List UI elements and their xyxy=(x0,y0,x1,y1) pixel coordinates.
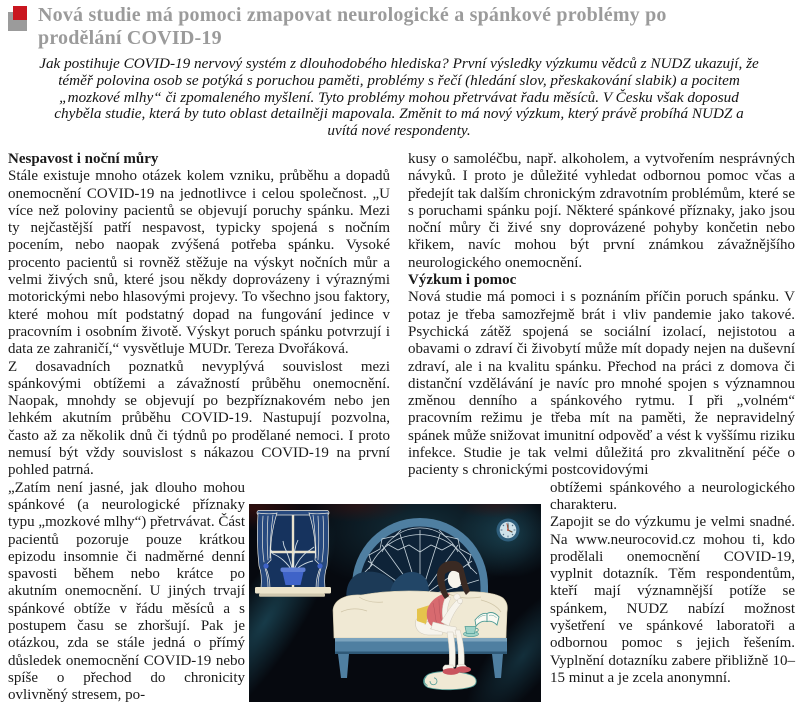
night-bedroom-illustration xyxy=(249,504,541,702)
paragraph-wrapped-around-image: obtížemi spánkového a neurologického charakteru. xyxy=(550,479,795,513)
paragraph: Nová studie má pomoci i s poznáním příčin poruch spánku. V potaz je třeba samozřejmě brát i vliv pandemie jako takové. Psychická zátěž spojená se sociální izolací, nejistotou a obavami o zdraví či živobytí může mít dopady nejen na duševní zdraví, ale i na kvalitu spánku. Přechod na práci z domova či distanční vzdělávání je navíc pro mnohé spojen s významnou změnou denního a spánkového rytmu. I při „volném“ pracovním režimu je třeba mít na paměti, že nepravidelný spánek může snižovat imunitní odpověď a vést k vyššímu riziku infekce. Studie je tak velmi důležitá pro zkvalitnění péče o pacienty s chronickými postcovidovými xyxy=(408,289,795,479)
plant-pot xyxy=(282,570,304,585)
paragraph: Z dosavadních poznatků nevyplývá souvislost mezi spánkovými obtížemi a závažností průběhu onemocnění. Naopak, mnohdy se objevují po bezpříznakovém nebo jen lehkém akutním průběhu COVID-19. Nastupují pozvolna, často až za několik dnů či týdnů po prodělané nemoci. I proto nemusí být vždy souvislost s nákazou COVID-19 na první pohled patrná. xyxy=(8,358,390,479)
page-title: Nová studie má pomoci zmapovat neurologické a spánkové problémy po prodělání COVID-19 xyxy=(38,4,667,49)
paragraph-block-wrapped-around-image xyxy=(550,480,795,688)
article-lede: Jak postihuje COVID-19 nervový systém z dlouhodobého hlediska? První výsledky výzkumu vědců z NUDZ ukazují, že téměř polovina osob se potýká s poruchou paměti, problémy s řečí (hledání slov, přeskakování slabik) a pocitem „mozkové mlhy“ či zpomaleného myšlení. Tyto problémy mohou přetrvávat řadu měsíců. V Česku však doposud chyběla studie, která by tuto oblast detailněji mapovala. Změnit to má nový výzkum, který právě probíhá NUDZ a uvítá nové respondenty. xyxy=(39,55,759,140)
article-bullet-icon xyxy=(8,6,36,36)
paragraph: Stále existuje mnoho otázek kolem vzniku, průběhu a dopadů onemocnění COVID-19 na jednotlivce i celou společnost. „U více než poloviny pacientů se objevují poruchy spánku. Mezi ty nejčastější patří nespavost, typicky spojená s nočním pocením, nebo naopak zvýšená potřeba spánku. Vysoké procento pacientů si rovněž stěžuje na výskyt nočních můr a velmi živých snů, které jsou někdy doprovázeny i výraznými motorickými nebo hlasovými projevy. To všechno jsou faktory, které mohou mít podstatný dopad na fungování jedince v pracovním i osobním životě. Výskyt poruch spánku potvrzují i data ze zahraničí,“ vysvětluje MUDr. Tereza Dvořáková. xyxy=(8,168,390,358)
paragraph-with-study-url: Zapojit se do výzkumu je velmi snadné. Na www.neurocovid.cz mohou ti, kdo prodělali onemocnění COVID-19, vyplnit dotazník. Těm respondentům, kteří mají významnější potíže se spánkem, NUDZ nabízí možnost vyšetření ve spánkové laboratoři a odbornou pomoc s jejich řešením. Vyplnění dotazníku zabere přibližně 10–15 minut a je zcela anonymní. xyxy=(550,514,795,686)
curtain-tieback xyxy=(317,563,322,568)
paragraph-wrapped-around-image: „Zatím není jasné, jak dlouho mohou spánkové (a neurologické příznaky typu „mozkové mlhy“) přetrvávat. Část pacientů pozoruje pouze krátkou epizodu insomnie či nadměrné denní spavosti během nebo krátce po akutním onemocnění. U jiných trvají spánkové obtíže v řádu měsíců a s postupem času se zhoršují. Pak je otázkou, zda se stále jedná o přímý důsledek onemocnění COVID-19 nebo spíše o přechod do chronicity ovlivněný stresem, po- xyxy=(8,479,246,704)
paragraph: kusy o samoléčbu, např. alkoholem, a vytvořením nesprávných návyků. I proto je důležité vyhledat odbornou pomoc včas a předejít tak dalším chronickým zdravotním problémům, které se s poruchami spánku pojí. Některé spánkové příznaky, jako jsou noční můry či živé sny doprovázené pohyby končetin nebo křikem, navíc mohou být první známkou závažnějšího neurologického onemocnění. xyxy=(408,151,795,271)
windowsill xyxy=(255,587,331,594)
section-heading-insomnia: Nespavost i noční můry xyxy=(8,151,159,167)
wall-clock xyxy=(497,519,520,542)
bullet-red-square xyxy=(13,6,27,20)
curtain-tieback xyxy=(263,563,268,568)
window xyxy=(255,511,331,597)
slipper xyxy=(455,666,471,672)
section-heading-research: Výzkum i pomoc xyxy=(408,272,517,289)
